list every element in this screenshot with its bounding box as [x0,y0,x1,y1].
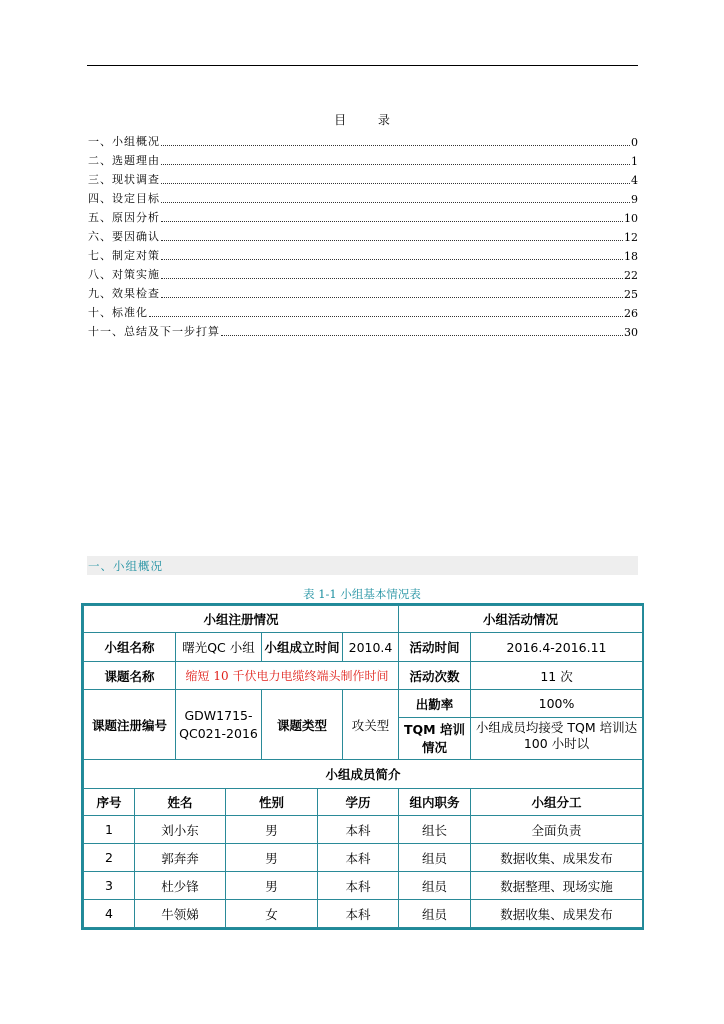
toc-leader-dots [161,220,623,222]
col-header: 序号 [84,789,135,816]
col-header: 组内职务 [399,789,471,816]
activity-header: 小组活动情况 [399,606,643,633]
cell: 数据收集、成果发布 [471,844,643,872]
registration-header: 小组注册情况 [84,606,399,633]
members-header: 小组成员简介 [84,760,643,789]
toc-entry-label: 六、要因确认 [88,230,160,243]
toc-entry-label: 一、小组概况 [88,135,160,148]
cell: 本科 [318,816,399,844]
col-header: 小组分工 [471,789,643,816]
table-row [84,816,643,844]
toc-entry-page: 26 [624,307,638,320]
cell: 3 [84,872,135,900]
toc-title: 目 录 [334,113,404,127]
cell: 男 [226,844,318,872]
toc-entry[interactable] [88,130,638,149]
cell: 女 [226,900,318,928]
cell: 男 [226,816,318,844]
cell: 刘小东 [135,816,226,844]
toc-leader-dots [161,201,630,203]
toc-entry-page: 12 [624,231,638,244]
toc-leader-dots [161,296,623,298]
members-column-headers [84,789,643,816]
toc-leader-dots [221,334,623,336]
cell: 郭奔奔 [135,844,226,872]
toc-entry[interactable] [88,225,638,244]
table-row [84,900,643,928]
tqm-value: 小组成员均接受 TQM 培训达 100 小时以 [475,720,638,751]
toc-entry-page: 0 [631,136,638,149]
toc-entry-page: 9 [631,193,638,206]
group-name-label: 小组名称 [84,633,176,662]
toc-leader-dots [161,277,623,279]
toc-entry-page: 1 [631,155,638,168]
toc-leader-dots [161,239,623,241]
cell: 男 [226,872,318,900]
type-label: 课题类型 [262,690,343,760]
cell: 杜少锋 [135,872,226,900]
toc-entry-label: 十一、总结及下一步打算 [88,325,220,338]
cell: 组长 [399,816,471,844]
col-header: 姓名 [135,789,226,816]
toc-entry[interactable] [88,206,638,225]
cell: 2 [84,844,135,872]
toc-leader-dots [161,144,630,146]
topic-label: 课题名称 [84,662,176,690]
table-row [84,844,643,872]
toc-entry-label: 四、设定目标 [88,192,160,205]
tqm-value-cell [471,718,643,760]
activity-count-value: 11 次 [471,662,643,690]
group-info-table [81,603,644,930]
cell: 组员 [399,872,471,900]
toc-entry-label: 三、现状调查 [88,173,160,186]
header-rule [87,65,638,66]
activity-time-label: 活动时间 [399,633,471,662]
tqm-label: TQM 培训情况 [399,718,471,760]
cell: 本科 [318,844,399,872]
cell: 数据整理、现场实施 [471,872,643,900]
toc-leader-dots [161,258,623,260]
activity-count-label: 活动次数 [399,662,471,690]
toc-entry-label: 八、对策实施 [88,268,160,281]
cell: 数据收集、成果发布 [471,900,643,928]
toc-entry-page: 30 [624,326,638,339]
col-header: 性别 [226,789,318,816]
section-heading-bar [87,556,638,575]
toc-entry[interactable] [88,320,638,339]
toc-entry[interactable] [88,187,638,206]
type-value: 攻关型 [343,690,399,760]
cell: 组员 [399,844,471,872]
reg-no-value: GDW1715-QC021-2016 [176,690,262,760]
attendance-value: 100% [471,690,643,718]
group-name-value: 曙光QC 小组 [176,633,262,662]
toc-entry[interactable] [88,301,638,320]
toc-entry[interactable] [88,263,638,282]
topic-value: 缩短 10 千伏电力电缆终端头制作时间 [176,662,399,690]
toc-leader-dots [161,163,630,165]
toc-entry-page: 22 [624,269,638,282]
toc-leader-dots [149,315,623,317]
table-caption: 表 1-1 小组基本情况表 [303,587,421,601]
cell: 组员 [399,900,471,928]
toc-entry[interactable] [88,244,638,263]
reg-no-label: 课题注册编号 [84,690,176,760]
attendance-label: 出勤率 [399,690,471,718]
toc-entry-page: 4 [631,174,638,187]
toc-entry-label: 九、效果检查 [88,287,160,300]
cell: 1 [84,816,135,844]
toc-entry-page: 10 [624,212,638,225]
col-header: 学历 [318,789,399,816]
established-value: 2010.4 [343,633,399,662]
section-title: 一、小组概况 [88,559,163,573]
established-label: 小组成立时间 [262,633,343,662]
toc-entry[interactable] [88,168,638,187]
cell: 本科 [318,872,399,900]
activity-time-value: 2016.4-2016.11 [471,633,643,662]
toc-entry[interactable] [88,282,638,301]
cell: 全面负责 [471,816,643,844]
table-row [84,872,643,900]
toc-leader-dots [161,182,630,184]
toc-entry-label: 五、原因分析 [88,211,160,224]
cell: 本科 [318,900,399,928]
table-of-contents [88,130,638,339]
toc-entry-label: 七、制定对策 [88,249,160,262]
toc-entry[interactable] [88,149,638,168]
toc-entry-label: 二、选题理由 [88,154,160,167]
cell: 牛领娣 [135,900,226,928]
toc-entry-page: 25 [624,288,638,301]
cell: 4 [84,900,135,928]
toc-entry-page: 18 [624,250,638,263]
toc-entry-label: 十、标准化 [88,306,148,319]
